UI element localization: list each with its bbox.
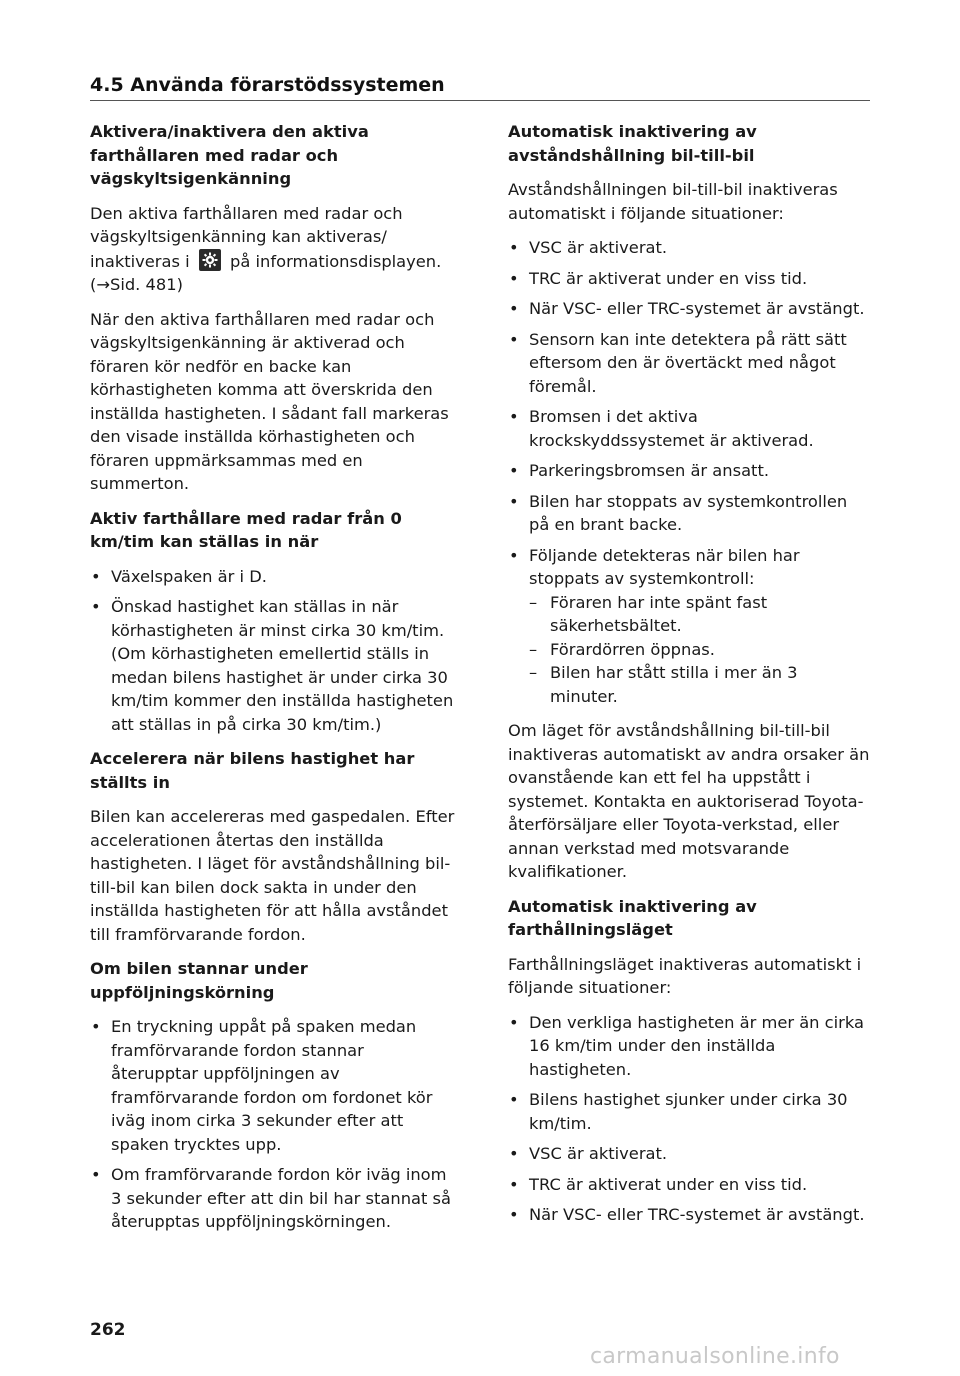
heading-activate: Aktivera/inaktivera den aktiva farthållaren med radar och vägskyltsigenkänning — [90, 122, 369, 188]
list-item-text: Bilens hastighet sjunker under cirka 30 km/tim. — [529, 1090, 848, 1133]
heading-stop: Om bilen stannar under uppföljningskörning — [90, 959, 308, 1002]
list-item-text: En tryckning uppåt på spaken medan framförvarande fordon stannar återupptar uppföljningen av framförvarande fordon om fordonet kör iväg inom cirka 3 sekunder efter att spaken trycktes upp. — [111, 1017, 433, 1154]
sublist-item-text: Förardörren öppnas. — [550, 639, 715, 659]
list-item — [508, 490, 870, 537]
paragraph-auto-deactivate-distance: Avståndshållningen bil-till-bil inaktiveras automatiskt i följande situationer: — [508, 180, 838, 223]
right-column — [508, 120, 870, 1238]
bullet: • — [91, 566, 101, 586]
bullet: • — [91, 597, 101, 616]
bullet: • — [509, 1012, 519, 1032]
list-item — [90, 1163, 456, 1234]
list-item-text: Följande detekteras när bilen har stoppats av systemkontroll: — [529, 545, 800, 588]
list-item-text: Växelspaken är i D. — [111, 566, 267, 586]
heading-auto-deactivate-distance: Automatisk inaktivering av avståndshållning bil-till-bil — [508, 122, 757, 165]
list-item-text: TRC är aktiverat under en viss tid. — [529, 268, 808, 288]
dash: – — [529, 639, 538, 659]
list-item — [508, 236, 870, 260]
list-item-text: VSC är aktiverat. — [529, 1144, 668, 1163]
list-stop — [90, 1015, 456, 1234]
paragraph-activate-text-end: på informationsdisplayen. (→Sid. 481) — [90, 251, 442, 294]
list-item — [508, 1203, 870, 1227]
header-divider — [90, 100, 870, 101]
list-item-text: Den verkliga hastigheten är mer än cirka 16 km/tim under den inställda hastigheten. — [529, 1012, 864, 1079]
sublist-item — [529, 638, 870, 662]
sublist-item-text: Bilen har stått stilla i mer än 3 minuter. — [550, 663, 798, 706]
bullet: • — [509, 1205, 519, 1224]
list-auto-deactivate-distance — [508, 236, 870, 708]
heading-from-zero: Aktiv farthållare med radar från 0 km/tim kan ställas in när — [90, 508, 402, 551]
list-item — [508, 297, 870, 321]
list-item — [508, 267, 870, 291]
list-from-zero — [90, 565, 456, 737]
bullet: • — [91, 1165, 101, 1184]
list-item-text: När VSC- eller TRC-systemet är avstängt. — [529, 299, 865, 318]
heading-auto-deactivate-cruise: Automatisk inaktivering av farthållningsläget — [508, 896, 757, 939]
bullet: • — [509, 491, 519, 511]
heading-accelerate: Accelerera när bilens hastighet har ställts in — [90, 749, 415, 792]
bullet: • — [509, 329, 519, 349]
sublist-item-text: Föraren har inte spänt fast säkerhetsbältet. — [550, 592, 768, 635]
list-item — [508, 544, 870, 709]
page-number: 262 — [90, 1320, 126, 1340]
paragraph-other-causes: Om läget för avståndshållning bil-till-bil inaktiveras automatiskt av andra orsaker än ovanstående kan ett fel ha uppstått i systemet. Kontakta en auktoriserad Toyota-återförsäljare eller Toyota-verkstad, eller annan verkstad med motsvarande kvalifikationer. — [508, 721, 870, 881]
list-item — [508, 328, 870, 399]
bullet: • — [509, 461, 519, 480]
list-auto-deactivate-cruise — [508, 1011, 870, 1227]
list-item-text: När VSC- eller TRC-systemet är avstängt. — [529, 1205, 865, 1224]
paragraph-auto-deactivate-cruise: Farthållningsläget inaktiveras automatiskt i följande situationer: — [508, 954, 862, 997]
list-item — [508, 405, 870, 452]
list-item-text: VSC är aktiverat. — [529, 238, 668, 257]
bullet: • — [509, 545, 519, 565]
list-item — [90, 595, 456, 736]
list-item-text: Sensorn kan inte detektera på rätt sätt eftersom den är övertäckt med något föremål. — [529, 329, 847, 396]
list-item — [508, 1173, 870, 1197]
sublist — [529, 591, 870, 709]
bullet: • — [509, 268, 519, 288]
paragraph-accelerate: Bilen kan accelereras med gaspedalen. Efter accelerationen återtas den inställda hastigheten. I läget för avståndshållning bil-till-bil kan bilen dock sakta in under den inställda hastigheten för att hålla avståndet till framförvarande fordon. — [90, 807, 455, 944]
bullet: • — [509, 238, 519, 257]
list-item — [508, 1011, 870, 1082]
list-item-text: TRC är aktiverat under en viss tid. — [529, 1174, 808, 1194]
bullet: • — [509, 1144, 519, 1163]
list-item — [508, 459, 870, 483]
bullet: • — [509, 1174, 519, 1194]
sublist-item — [529, 591, 870, 638]
dash: – — [529, 592, 538, 612]
sublist-item — [529, 661, 870, 708]
left-column — [90, 120, 456, 1245]
list-item — [90, 565, 456, 589]
bullet: • — [509, 407, 519, 426]
dash: – — [529, 663, 538, 682]
bullet: • — [509, 1090, 519, 1109]
paragraph-activate-text: Den aktiva farthållaren med radar och vägskyltsigenkänning kan aktiveras/ inaktiveras i — [90, 203, 403, 271]
gear-icon — [199, 249, 221, 271]
bullet: • — [509, 299, 519, 318]
paragraph-activate — [90, 202, 456, 297]
list-item-text: Parkeringsbromsen är ansatt. — [529, 461, 770, 480]
list-item-text: Önskad hastighet kan ställas in när körhastigheten är minst cirka 30 km/tim. (Om körhastigheten emellertid ställs in medan bilens hastighet är under cirka 30 km/tim kommer den inställda hastigheten att ställas in på cirka 30 km/tim.) — [111, 597, 454, 734]
list-item-text: Om framförvarande fordon kör iväg inom 3 sekunder efter att din bil har stannat så återupptas uppföljningskörningen. — [111, 1165, 452, 1231]
watermark: carmanualsonline.info — [590, 1344, 840, 1369]
list-item-text: Bromsen i det aktiva krockskyddssystemet är aktiverad. — [529, 407, 814, 450]
paragraph-downhill: När den aktiva farthållaren med radar och vägskyltsigenkänning är aktiverad och föraren kör nedför en backe kan körhastigheten komma att överskrida den inställda hastigheten. I sådant fall markeras den visade inställda körhastigheten och föraren uppmärksammas med en summerton. — [90, 309, 449, 493]
list-item — [508, 1088, 870, 1135]
section-title: 4.5 Använda förarstödssystemen — [90, 74, 445, 96]
list-item — [508, 1142, 870, 1166]
bullet: • — [91, 1017, 101, 1036]
list-item — [90, 1015, 456, 1156]
list-item-text: Bilen har stoppats av systemkontrollen på en brant backe. — [529, 491, 848, 534]
